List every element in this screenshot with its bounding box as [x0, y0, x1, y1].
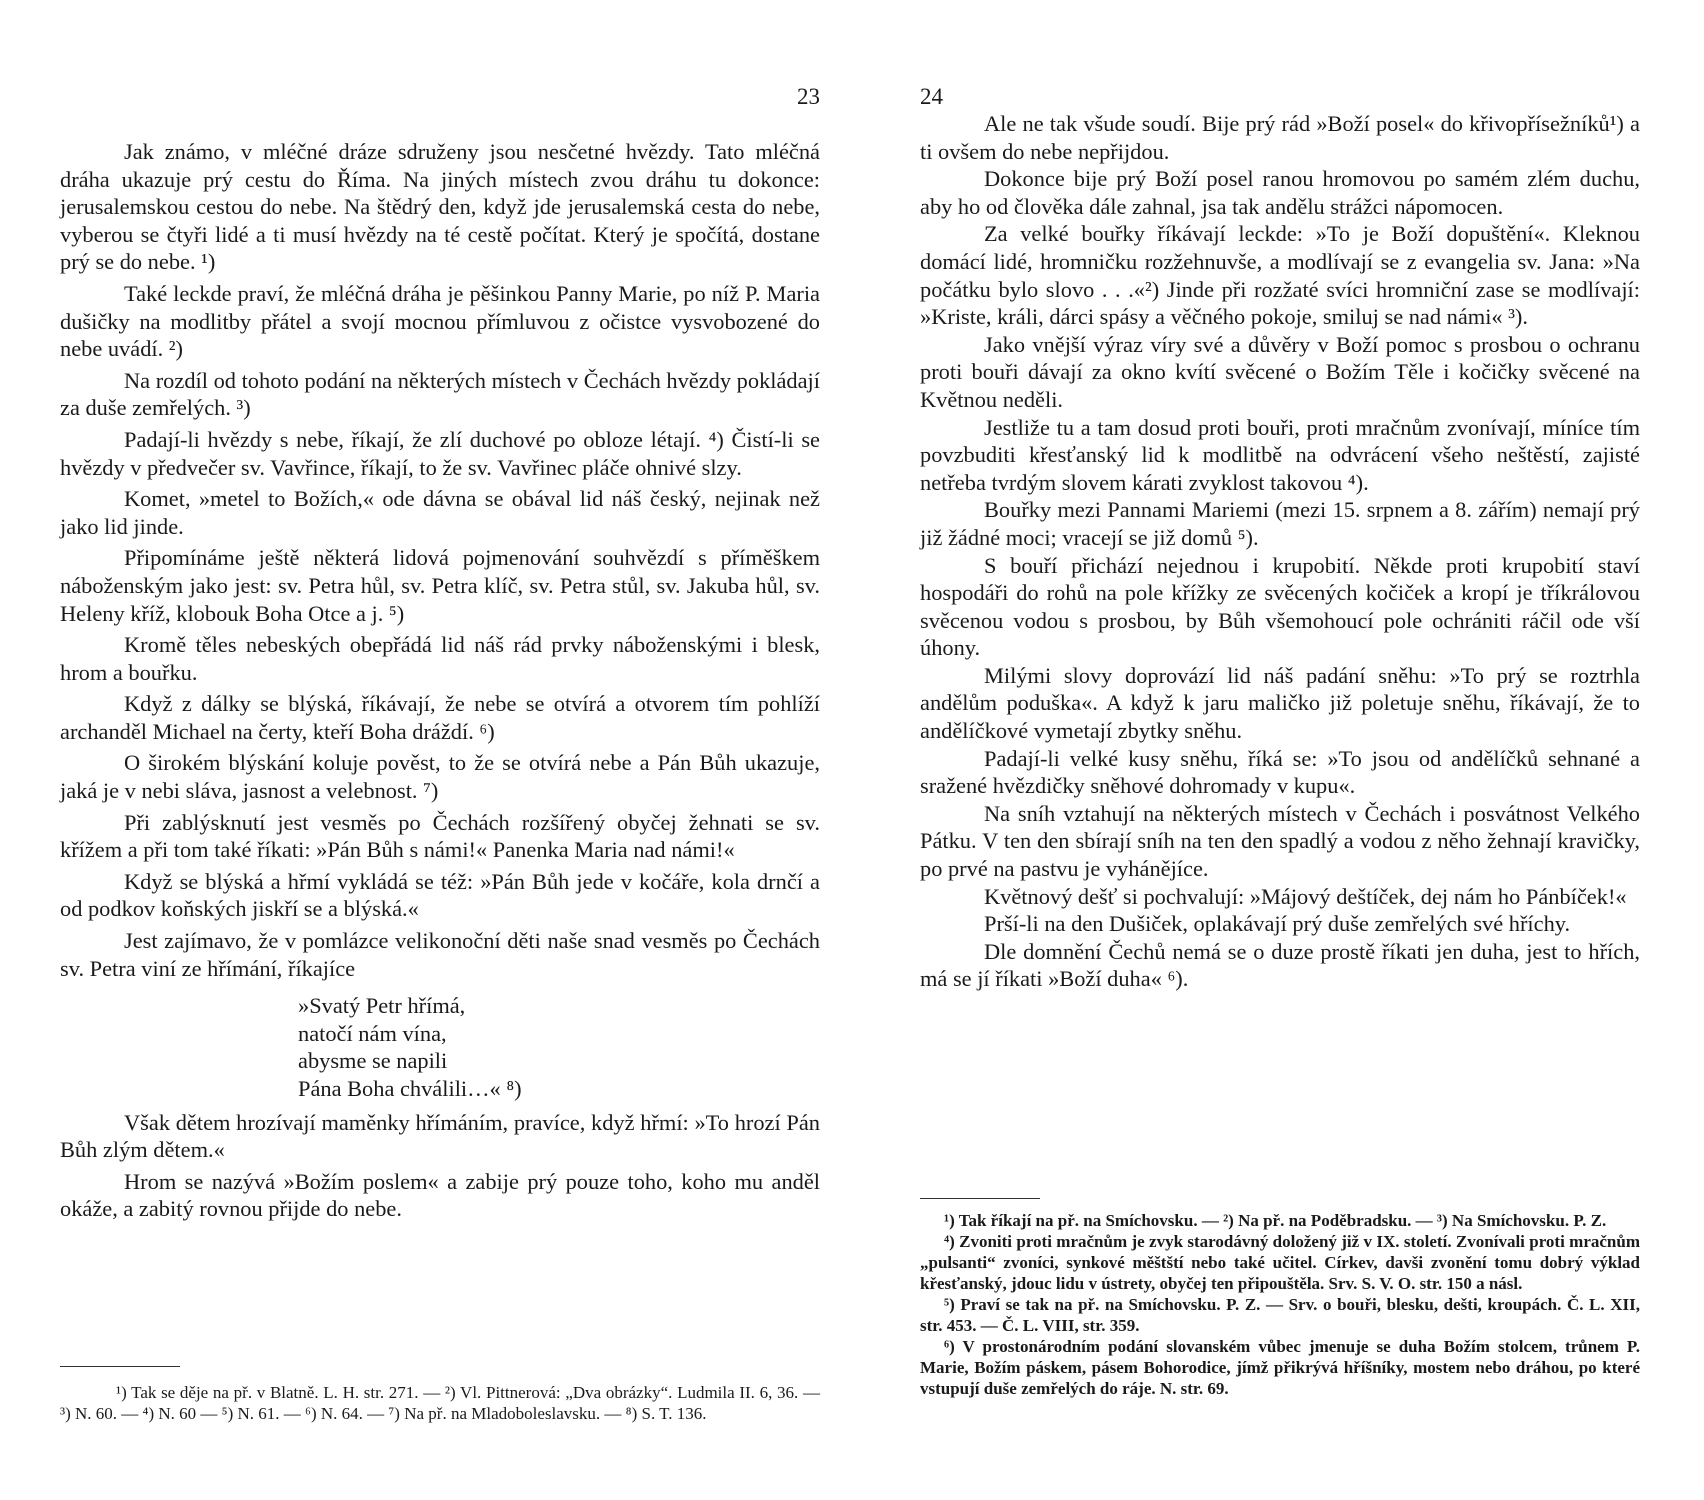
paragraph: Připomínáme ještě některá lidová pojmenování souhvězdí s příměškem náboženským jako jest: sv. Petra hůl, sv. Petra klíč, sv. Petra stůl, sv. Jakuba hůl, sv. Heleny kříž, klobouk Boha Otce a j. ⁵): [60, 545, 820, 626]
page-number: 23: [797, 84, 820, 109]
footnotes: [920, 1210, 1640, 1399]
paragraph: Také leckde praví, že mléčná dráha je pěšinkou Panny Marie, po níž P. Maria dušičky na modlitby přátel a svojí mocnou přímluvou z očistce vysvobozené do nebe uvádí. ²): [60, 280, 820, 362]
paragraph: Dle domnění Čechů nemá se o duze prostě říkati jen duha, jest to hřích, má se jí říkati »Boží duha« ⁶).: [920, 938, 1640, 992]
footnote-divider: [60, 1366, 180, 1367]
footnotes: [60, 1382, 820, 1424]
footnote: ¹) Tak se děje na př. v Blatně. L. H. str. 271. — ²) Vl. Pittnerová: „Dva obrázky“. Ludmila II. 6, 36. — ³) N. 60. — ⁴) N. 60 — ⁵) N. 61. — ⁶) N. 64. — ⁷) Na př. na Mladoboleslavsku. — ⁸) S. T. 136.: [60, 1383, 820, 1423]
paragraph: Ale ne tak všude soudí. Bije prý rád »Boží posel« do křivopřísežníků¹) a ti ovšem do nebe nepřijdou.: [920, 111, 1640, 164]
left-page: [60, 0, 820, 1500]
page-body: [60, 138, 820, 1227]
paragraph: Prší-li na den Dušiček, oplakávají prý duše zemřelých své hříchy.: [984, 911, 1571, 937]
paragraph: Když se blýská a hřmí vykládá se též: »Pán Bůh jede v kočáře, kola drnčí a od podkov koňských jiskří se a blýská.«: [60, 868, 820, 922]
footnote-divider: [920, 1198, 1040, 1199]
paragraph: Milými slovy doprovází lid náš padání sněhu: »To prý se roztrhla andělům poduška«. A když k jaru maličko již poletuje sněhu, říkávají, že to andělíčkové vymetají zbytky sněhu.: [920, 662, 1640, 744]
paragraph: Na rozdíl od tohoto podání na některých místech v Čechách hvězdy pokládají za duše zemřelých. ³): [60, 367, 820, 421]
paragraph: Při zablýsknutí jest vesměs po Čechách rozšířený obyčej žehnati se sv. křížem a při tom také říkati: »Pán Bůh s námi!« Panenka Maria nad námi!«: [60, 809, 820, 863]
poem-line: abysme se napili: [298, 1048, 448, 1074]
poem: [298, 992, 820, 1102]
paragraph: Dokonce bije prý Boží posel ranou hromovou po samém zlém duchu, aby ho od člověka dále zahnal, jsa tak andělu strážci nápomocen.: [920, 166, 1640, 219]
paragraph: Komet, »metel to Božích,« ode dávna se obával lid náš český, nejinak než jako lid jinde.: [60, 486, 820, 539]
poem-line: natočí nám vína,: [298, 1020, 447, 1046]
paragraph: S bouří přichází nejednou i krupobití. Někde proti krupobití staví hospodáři do rohů na pole křížky ze svěcených kočiček a kropí je tříkrálovou svěcenou vodou s prosbou, by Bůh všemohoucí pole ochrániti ráčil ode vší úhony.: [920, 552, 1640, 661]
right-page: [920, 0, 1640, 1500]
paragraph: Když z dálky se blýská, říkávají, že nebe se otvírá a otvorem tím pohlíží archanděl Michael na čerty, kteří Boha dráždí. ⁶): [60, 691, 820, 744]
paragraph: O širokém blýskání koluje pověst, to že se otvírá nebe a Pán Bůh ukazuje, jaká je v nebi sláva, jasnost a velebnost. ⁷): [60, 750, 820, 804]
footnote: ⁴) Zvoniti proti mračnům je zvyk starodávný doložený již v IX. století. Zvonívali proti mračnům „pulsanti“ zvoníci, synkové měštští nebo také učitel. Církev, davši zvonění tomu dobrý výklad křesťanský, jdouc lidu v ústrety, obyčej ten připouštěla. Srv. S. V. O. str. 150 a násl.: [920, 1232, 1640, 1293]
paragraph: Hrom se nazývá »Božím poslem« a zabije prý pouze toho, koho mu anděl okáže, a zabitý rovnou přijde do nebe.: [60, 1168, 820, 1222]
footnote: ¹) Tak říkají na př. na Smíchovsku. — ²) Na př. na Poděbradsku. — ³) Na Smíchovsku. P. Z.: [944, 1211, 1607, 1230]
paragraph: Bouřky mezi Pannami Mariemi (mezi 15. srpnem a 8. zářím) nemají prý již žádné moci; vracejí se již domů ⁵).: [920, 497, 1640, 550]
paragraph: Padají-li velké kusy sněhu, říká se: »To jsou od andělíčků sehnané a sražené hvězdičky sněhové dohromady v kupu«.: [920, 745, 1640, 799]
paragraph: Kromě těles nebeských obepřádá lid náš rád prvky náboženskými i blesk, hrom a bouřku.: [60, 632, 820, 685]
paragraph: Padají-li hvězdy s nebe, říkají, že zlí duchové po obloze létají. ⁴) Čistí-li se hvězdy v předvečer sv. Vavřince, říkají, to že sv. Vavřinec pláče ohnivé slzy.: [60, 426, 820, 480]
paragraph: Za velké bouřky říkávají leckde: »To je Boží dopuštění«. Kleknou domácí lidé, hromničku rozžehnuvše, a modlívají se z evangelia sv. Jana: »Na počátku bylo slovo . . .«²) Jinde při rozžaté svíci hromniční zase se modlívají: »Kriste, králi, dárci spásy a věčného pokoje, smiluj se nad námi« ³).: [920, 221, 1640, 330]
paragraph: Jak známo, v mléčné dráze sdruženy jsou nesčetné hvězdy. Tato mléčná dráha ukazuje prý cestu do Říma. Na jiných místech zvou dráhu tu dokonce: jerusalemskou cestou do nebe. Na štědrý den, když jde jerusalemská cesta do nebe, vyberou se čtyři lidé a ti musí hvězdy na té cestě počítat. Který je spočítá, dostane prý se do nebe. ¹): [60, 139, 820, 275]
footnote: ⁵) Praví se tak na př. na Smíchovsku. P. Z. — Srv. o bouři, blesku, dešti, kroupách. Č. L. XII, str. 453. — Č. L. VIII, str. 359.: [920, 1295, 1640, 1335]
page-body: [920, 110, 1640, 993]
paragraph: Jest zajímavo, že v pomlázce velikonoční děti naše snad vesměs po Čechách sv. Petra viní ze hřímání, říkajíce: [60, 928, 820, 981]
poem-line: Pána Boha chválili…« ⁸): [298, 1076, 522, 1101]
paragraph: Na sníh vztahují na některých místech v Čechách i posvátnost Velkého Pátku. V ten den sbírají sníh na ten den spadlý a vodou z něho žehnají kravičky, po prvé na pastvu je vyhánějíce.: [920, 800, 1640, 882]
paragraph: Květnový dešť si pochvalují: »Májový deštíček, dej nám ho Pánbíček!«: [984, 883, 1627, 909]
paragraph: Však dětem hrozívají maměnky hřímáním, pravíce, když hřmí: »To hrozí Pán Bůh zlým dětem.«: [60, 1109, 820, 1163]
poem-line: »Svatý Petr hřímá,: [298, 993, 466, 1019]
footnote: ⁶) V prostonárodním podání slovanském vůbec jmenuje se duha Božím stolcem, trůnem P. Marie, Božím páskem, pásem Bohorodice, jímž přikrývá hříšníky, mostem nebo dráhou, po které vstupují duše zemřelých do ráje. N. str. 69.: [920, 1337, 1640, 1398]
paragraph: Jestliže tu a tam dosud proti bouři, proti mračnům zvonívají, míníce tím povzbuditi křesťanský lid k modlitbě na odvrácení všeho neštěstí, zajisté netřeba tvrdým slovem kárati zvyklost takovou ⁴).: [920, 414, 1640, 495]
page-number: 24: [920, 84, 943, 109]
paragraph: Jako vnější výraz víry své a důvěry v Boží pomoc s prosbou o ochranu proti bouři dávají za okno kvítí svěcené o Božím Těle i kočičky svěcené na Květnou neděli.: [920, 331, 1640, 412]
